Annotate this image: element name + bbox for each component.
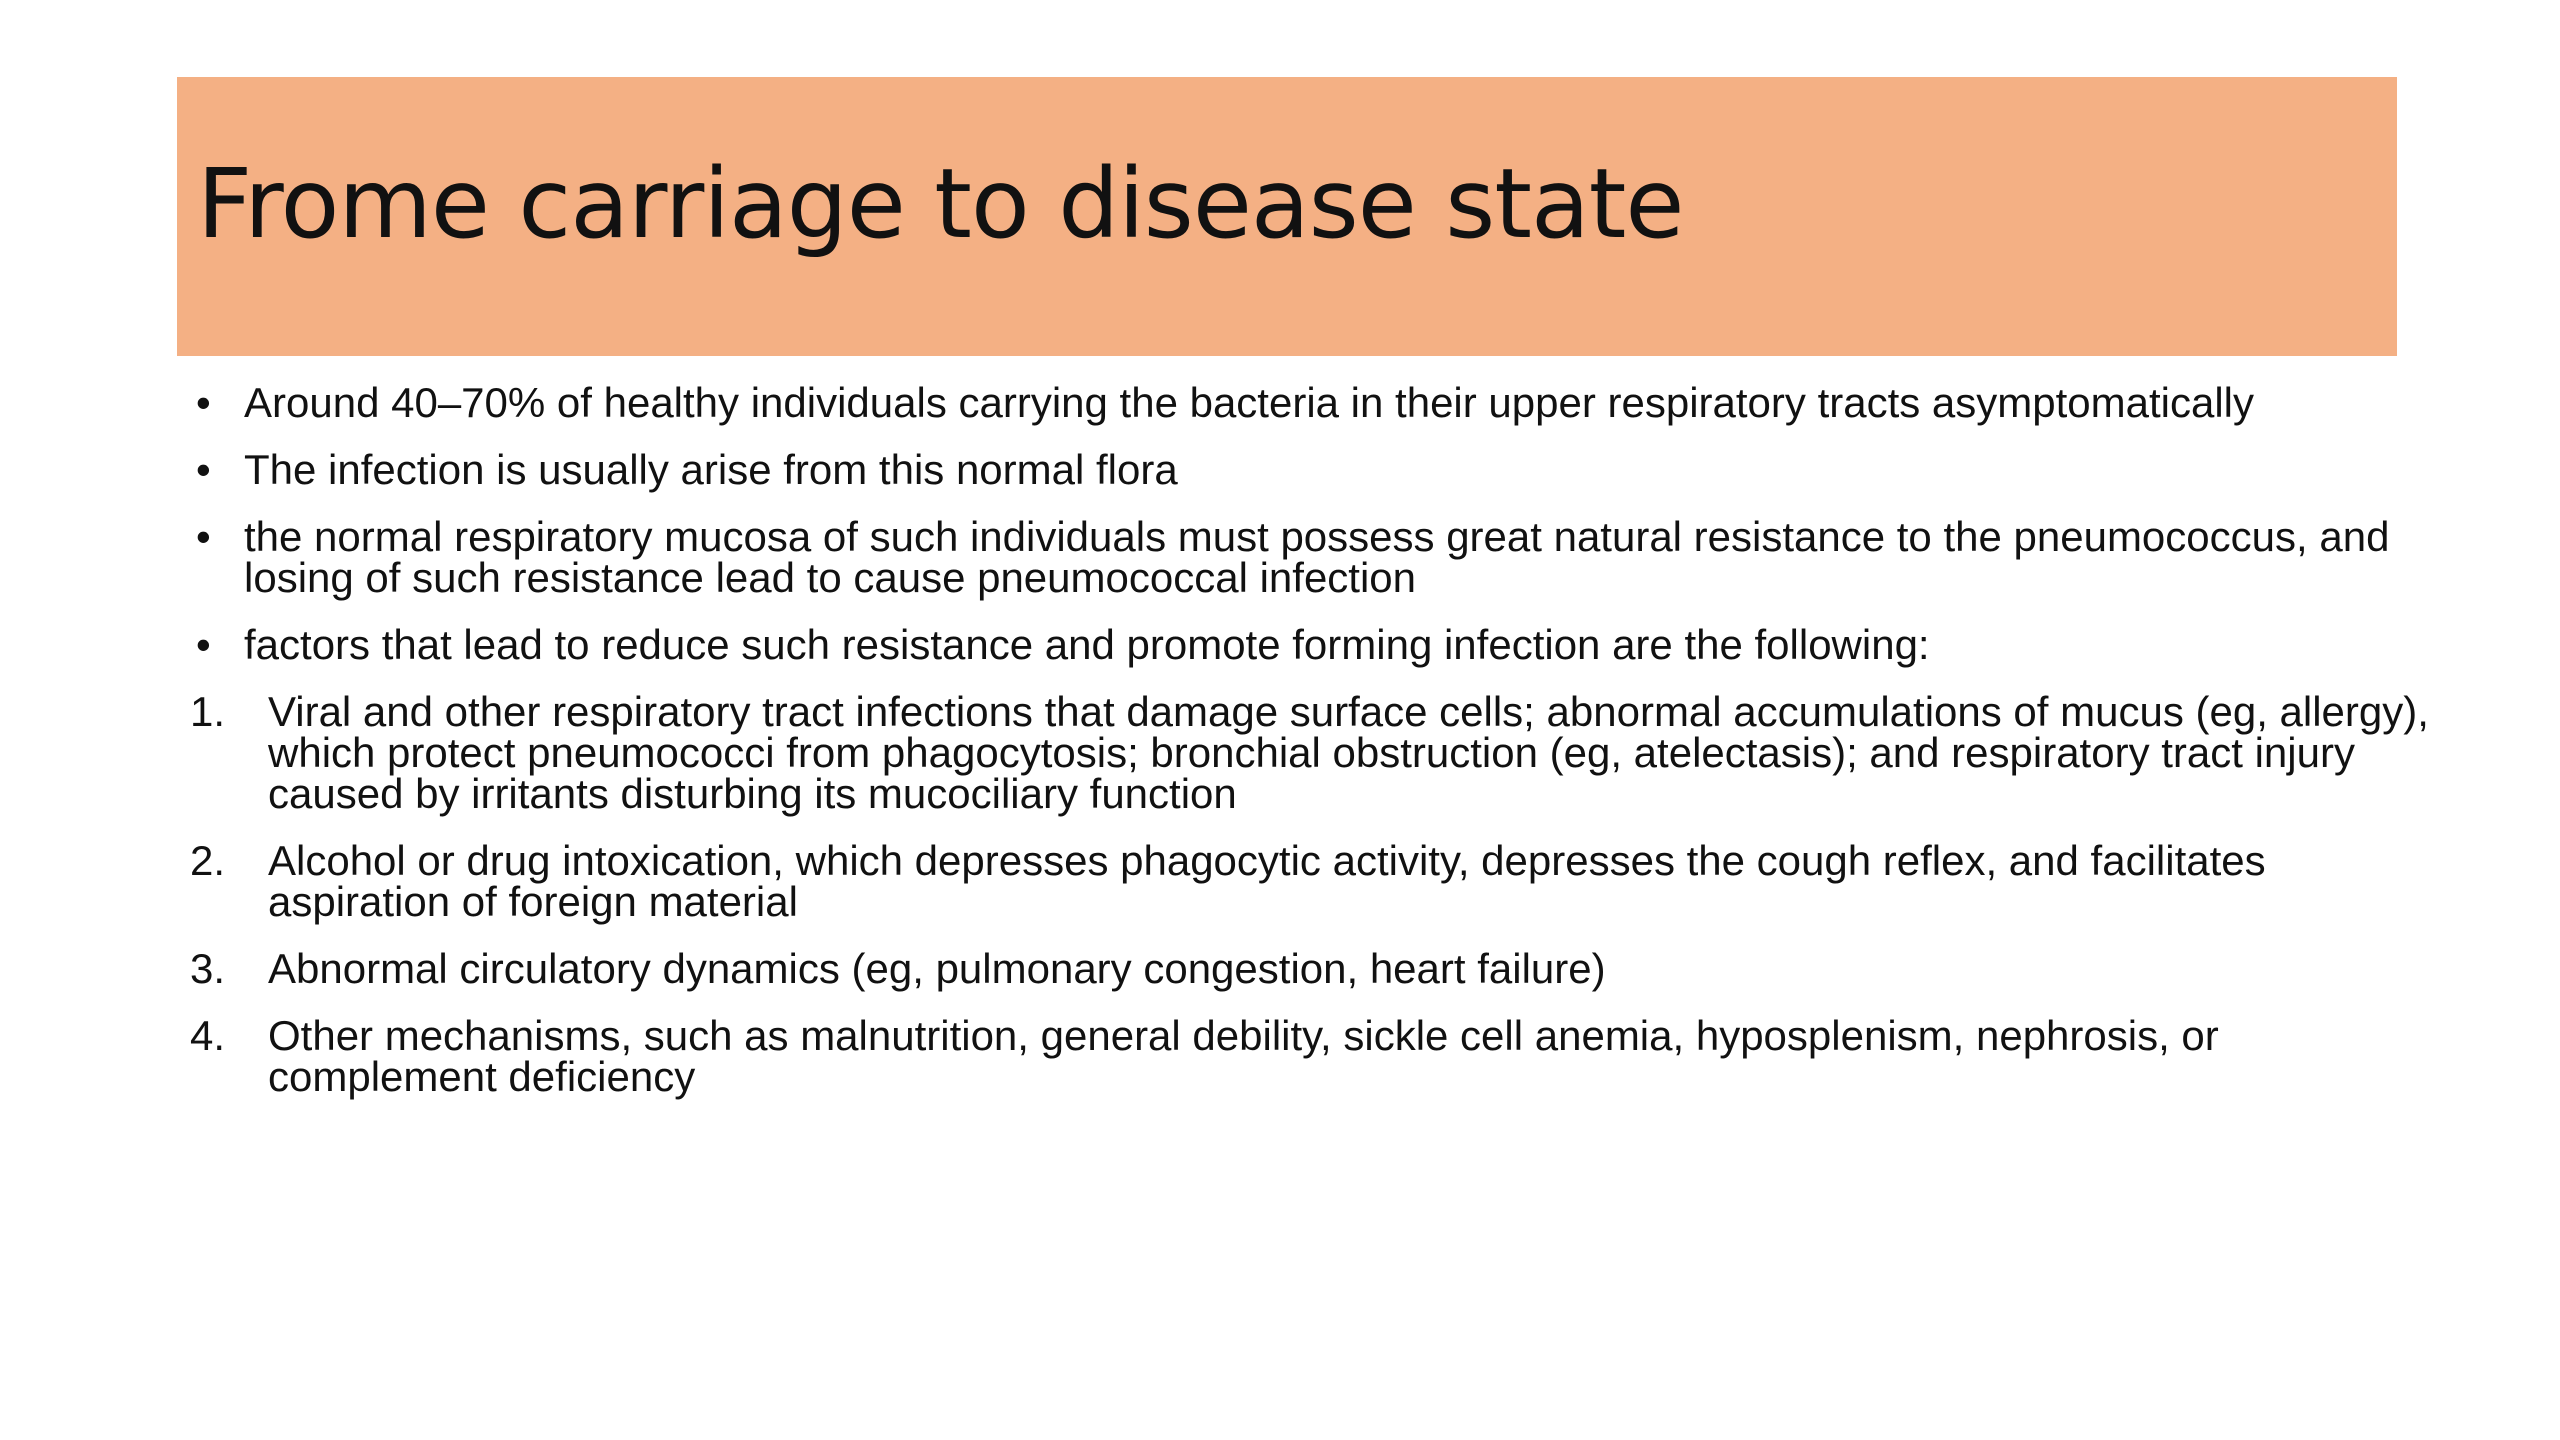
number-marker: 1.	[190, 688, 226, 735]
numbered-text: Viral and other respiratory tract infections that damage surface cells; abnormal accumulations of mucus (eg, allergy), which protect pneumococci from phagocytosis; bronchial obstruction (eg, atelectasis); and respiratory tract injury caused by irritants disturbing its mucociliary function	[268, 688, 2429, 817]
numbered-item	[190, 945, 2430, 992]
bullet-item	[190, 379, 2430, 426]
bullet-item	[190, 513, 2430, 601]
number-marker: 3.	[190, 945, 226, 992]
bullet-text: the normal respiratory mucosa of such individuals must possess great natural resistance to the pneumococcus, and losing of such resistance lead to cause pneumococcal infection	[244, 513, 2390, 601]
number-marker: 4.	[190, 1012, 226, 1059]
title-band	[177, 77, 2397, 356]
slide-title: Frome carriage to disease state	[197, 148, 1684, 260]
bullet-text: The infection is usually arise from this normal flora	[244, 446, 1178, 493]
numbered-item	[190, 688, 2430, 817]
bullet-marker: •	[196, 446, 211, 493]
numbered-text: Abnormal circulatory dynamics (eg, pulmonary congestion, heart failure)	[268, 945, 1606, 992]
bullet-marker: •	[196, 621, 211, 668]
bullet-item	[190, 446, 2430, 493]
numbered-item	[190, 837, 2430, 925]
numbered-text: Other mechanisms, such as malnutrition, general debility, sickle cell anemia, hyposplenism, nephrosis, or complement deficiency	[268, 1012, 2219, 1100]
bullet-marker: •	[196, 379, 211, 426]
numbered-text: Alcohol or drug intoxication, which depresses phagocytic activity, depresses the cough reflex, and facilitates aspiration of foreign material	[268, 837, 2266, 925]
slide-body	[190, 379, 2430, 1123]
numbered-item	[190, 1012, 2430, 1100]
number-marker: 2.	[190, 837, 226, 884]
bullet-item	[190, 621, 2430, 668]
bullet-marker: •	[196, 513, 211, 560]
bullet-text: Around 40–70% of healthy individuals carrying the bacteria in their upper respiratory tracts asymptomatically	[244, 379, 2255, 426]
bullet-text: factors that lead to reduce such resistance and promote forming infection are the following:	[244, 621, 1930, 668]
